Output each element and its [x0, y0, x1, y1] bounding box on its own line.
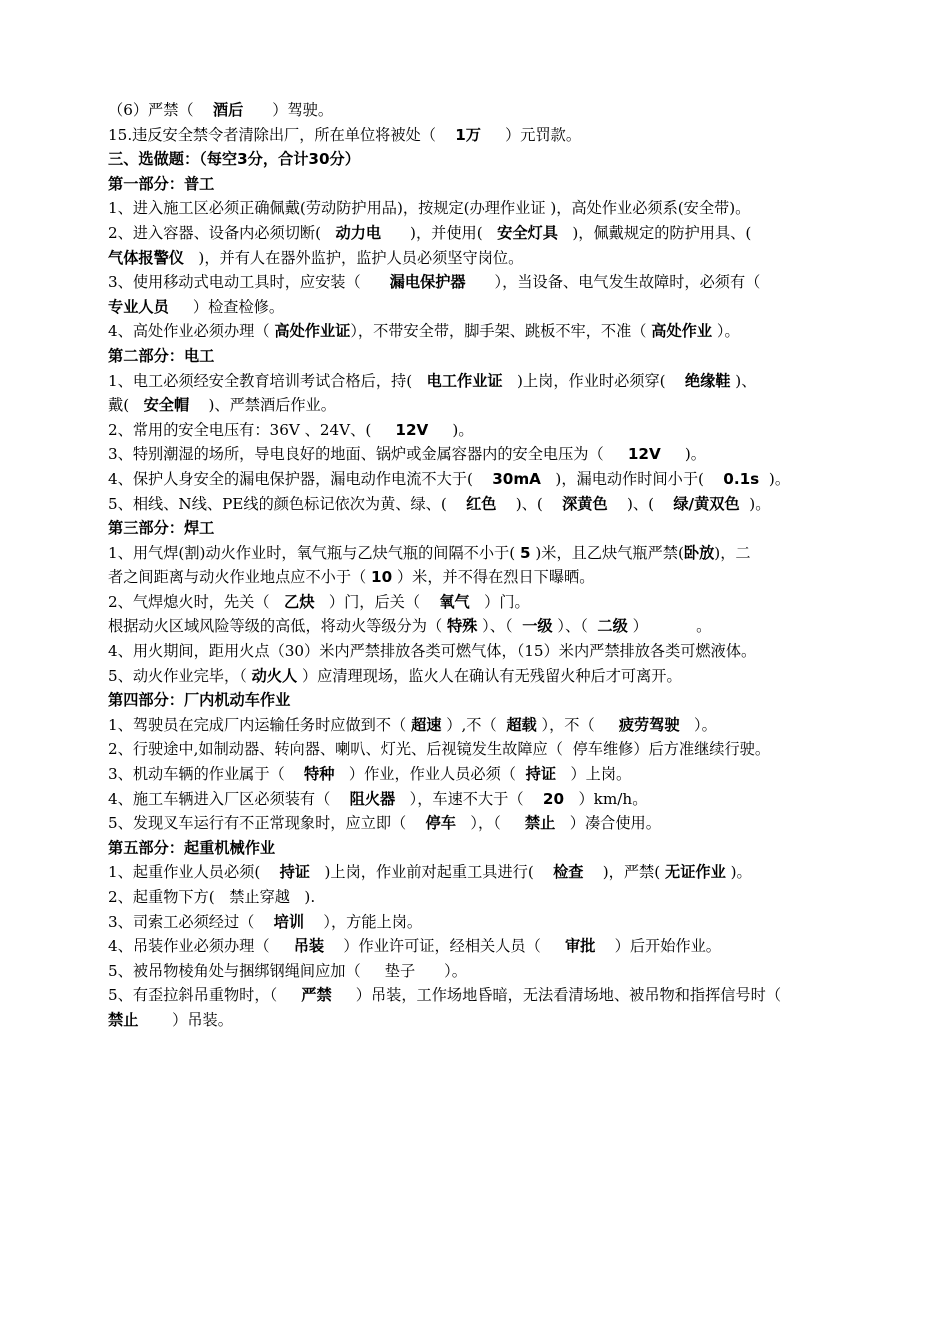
line-text: )米，且乙炔气瓶严禁(: [530, 543, 684, 562]
line-text: )，严禁(: [583, 863, 665, 882]
line-text: ）检查检修。: [168, 297, 285, 316]
answer-text: 12V: [627, 445, 661, 464]
text-line: [108, 959, 858, 984]
line-text: )。: [759, 469, 791, 488]
line-text: ）作业许可证，经相关人员（: [324, 937, 565, 956]
text-line: [108, 664, 858, 689]
text-line: [108, 418, 858, 443]
line-text: )、(: [496, 494, 563, 513]
line-text: ），方能上岗。: [304, 912, 423, 931]
answer-text: 深黄色: [562, 494, 608, 513]
line-text: ），车速不大于（: [395, 789, 543, 808]
line-text: ）后开始作业。: [595, 937, 721, 956]
line-text: 1、电工必须经安全教育培训考试合格后，持(: [108, 371, 427, 390]
answer-text: 10: [371, 568, 393, 587]
text-line: [108, 713, 858, 738]
text-line: [108, 319, 858, 344]
line-text: ）作业，作业人员必须（: [334, 765, 526, 784]
answer-text: 酒后: [212, 101, 244, 119]
section-heading: [108, 172, 858, 197]
line-text: )，漏电动作时间小于(: [540, 469, 724, 488]
answer-text: 严禁: [301, 986, 332, 1005]
text-line: [108, 1008, 858, 1033]
answer-text: 气体报警仪: [108, 248, 184, 267]
line-text: 4、用火期间，距用火点（30）米内严禁排放各类可燃气体，（15）米内严禁排放各类可燃液体。: [108, 642, 757, 661]
answer-text: 红色: [466, 494, 497, 513]
text-line: [108, 737, 858, 762]
line-text: )。: [660, 445, 706, 464]
answer-text: 12V: [395, 420, 429, 439]
line-text: 戴(: [108, 396, 144, 415]
text-line: [108, 541, 858, 566]
text-line: [108, 467, 858, 492]
line-text: 5、有歪拉斜吊重物时，（: [108, 986, 302, 1005]
line-text: 5、被吊物棱角处与捆绑钢绳间应加（ 垫子 ）。: [108, 961, 467, 980]
answer-text: 卧放: [683, 543, 715, 562]
line-text: ）凑合使用。: [555, 814, 661, 833]
answer-text: 氧气: [439, 592, 470, 611]
text-line: [108, 196, 858, 221]
section-heading: [108, 836, 858, 861]
line-text: )，佩戴规定的防护用具、(: [557, 223, 752, 242]
answer-text: 安全灯具: [497, 223, 558, 242]
line-text: ） 。: [627, 617, 712, 636]
line-text: 者之间距离与动火作业地点应不小于（: [108, 568, 372, 587]
text-line: [108, 811, 858, 836]
answer-text: 审批: [564, 937, 596, 956]
section-heading: [108, 147, 858, 172]
text-line: [108, 98, 858, 123]
answer-text: 停车: [425, 814, 456, 833]
line-text: 第一部分：普工: [108, 174, 215, 193]
answer-text: 高处作业: [651, 322, 713, 341]
text-line: [108, 123, 858, 148]
answer-text: 动火人: [251, 666, 298, 685]
answer-text: 检查: [553, 863, 584, 882]
line-text: 5、动火作业完毕，（: [108, 666, 252, 685]
line-text: )、: [730, 371, 757, 390]
text-line: [108, 369, 858, 394]
line-text: ），当设备、电气发生故障时，必须有（: [465, 273, 761, 292]
answer-text: 漏电保护器: [389, 273, 466, 292]
answer-text: 30mA: [492, 469, 541, 488]
answer-text: 动力电: [335, 223, 382, 242]
line-text: 3、司索工必须经过（: [108, 912, 274, 931]
line-text: ），不（: [536, 715, 619, 734]
text-line: [108, 639, 858, 664]
line-text: 第四部分：厂内机动车作业: [108, 691, 291, 710]
section-heading: [108, 516, 858, 541]
answer-text: 特殊: [446, 617, 478, 636]
text-line: [108, 565, 858, 590]
text-line: [108, 442, 858, 467]
answer-text: 1万: [455, 125, 481, 144]
line-text: )。: [428, 420, 474, 439]
answer-text: 专业人员: [108, 297, 169, 316]
answer-text: 培训: [273, 912, 305, 931]
line-text: 1、驾驶员在完成厂内运输任务时应做到不（: [108, 715, 412, 734]
line-text: 1、用气焊(割)动火作业时，氧气瓶与乙炔气瓶的间隔不小于(: [108, 543, 520, 562]
text-line: [108, 983, 858, 1008]
line-text: 3、机动车辆的作业属于（: [108, 765, 305, 784]
section-heading: [108, 344, 858, 369]
answer-text: 禁止: [524, 814, 556, 833]
line-text: 2、行驶途中,如制动器、转向器、喇叭、灯光、后视镜发生故障应（ 停车维修）后方准继续行驶。: [108, 740, 771, 759]
answer-text: 疲劳驾驶: [618, 715, 680, 734]
line-text: 4、高处作业必须办理（: [108, 322, 275, 341]
answer-text: 特种: [304, 765, 335, 784]
answer-text: 超载: [506, 715, 537, 734]
line-text: 1、进入施工区必须正确佩戴(劳动防护用品)，按规定(办理作业证 )，高处作业必须系(安全带)。: [108, 199, 751, 218]
line-text: 第二部分：电工: [108, 346, 215, 365]
line-text: ）驾驶。: [243, 101, 334, 119]
line-text: ）、（: [477, 617, 523, 636]
answer-text: 绿/黄双色: [673, 494, 740, 513]
answer-text: 一级: [522, 617, 553, 636]
text-line: [108, 885, 858, 910]
answer-text: 5: [519, 543, 531, 562]
line-text: ）。: [712, 322, 740, 341]
line-text: 2、进入容器、设备内必须切断(: [108, 223, 336, 242]
line-text: 2、常用的安全电压有：36V 、24V、(: [108, 420, 396, 439]
text-line: [108, 934, 858, 959]
line-text: )上岗，作业时必须穿(: [502, 371, 685, 390]
answer-text: 乙炔: [284, 592, 315, 611]
line-text: )、严禁酒后作业。: [189, 396, 336, 415]
line-text: )，并有人在器外监护，监护人员必须坚守岗位。: [183, 248, 524, 267]
line-text: 根据动火区域风险等级的高低，将动火等级分为（: [108, 617, 447, 636]
line-text: 5、相线、N线、PE线的颜色标记依次为黄、绿、(: [108, 494, 467, 513]
line-text: ）上岗。: [556, 765, 632, 784]
text-line: [108, 393, 858, 418]
line-text: 15.违反安全禁令者清除出厂，所在单位将被处（: [108, 125, 456, 144]
line-text: ）门。: [469, 592, 530, 611]
line-text: ）元罚款。: [480, 125, 582, 144]
line-text: 3、使用移动式电动工具时，应安装（: [108, 273, 390, 292]
line-text: 第三部分：焊工: [108, 519, 215, 538]
line-text: 3、特别潮湿的场所，导电良好的地面、锅炉或金属容器内的安全电压为（: [108, 445, 628, 464]
text-line: [108, 590, 858, 615]
line-text: )，二: [714, 543, 751, 562]
answer-text: 阻火器: [349, 789, 396, 808]
line-text: ），（: [455, 814, 525, 833]
line-text: ）应清理现场，监火人在确认有无残留火种后才可离开。: [297, 666, 682, 685]
line-text: ）km/h。: [564, 789, 648, 808]
line-text: )、(: [607, 494, 674, 513]
text-line: [108, 270, 858, 295]
line-text: 4、保护人身安全的漏电保护器，漏电动作电流不大于(: [108, 469, 493, 488]
answer-text: 绝缘鞋: [684, 371, 731, 390]
answer-text: 高处作业证: [274, 322, 351, 341]
line-text: ）、（: [552, 617, 598, 636]
line-text: )。: [739, 494, 771, 513]
line-text: 三、选做题：（每空3分，合计30分）: [108, 150, 360, 169]
line-text: )。: [725, 863, 752, 882]
answer-text: 0.1s: [723, 469, 760, 488]
answer-text: 超速: [411, 715, 442, 734]
line-text: ），不带安全带，脚手架、跳板不牢，不准（: [350, 322, 652, 341]
line-text: ）吊装。: [138, 1010, 233, 1029]
line-text: ）。: [679, 715, 717, 734]
text-line: [108, 492, 858, 517]
line-text: ）吊装，工作场地昏暗，无法看清场地、被吊物和指挥信号时（: [331, 986, 782, 1005]
answer-text: 吊装: [293, 937, 325, 956]
text-line: [108, 246, 858, 271]
answer-text: 二级: [597, 617, 628, 636]
text-line: [108, 295, 858, 320]
line-text: 2、起重物下方( 禁止穿越 ).: [108, 888, 316, 906]
line-text: ）米，并不得在烈日下曝晒。: [392, 568, 595, 587]
answer-text: 禁止: [108, 1010, 139, 1029]
text-line: [108, 787, 858, 812]
line-text: 第五部分：起重机械作业: [108, 838, 276, 857]
line-text: ）,不（: [441, 715, 507, 734]
line-text: 5、发现叉车运行有不正常现象时，应立即（: [108, 814, 426, 833]
text-line: [108, 762, 858, 787]
text-line: [108, 221, 858, 246]
text-line: [108, 614, 858, 639]
line-text: 4、吊装作业必须办理（: [108, 937, 294, 956]
answer-text: 无证作业: [665, 863, 726, 882]
line-text: 1、起重作业人员必须(: [108, 863, 280, 882]
answer-text: 电工作业证: [426, 371, 503, 390]
line-text: 4、施工车辆进入厂区必须装有（: [108, 789, 350, 808]
answer-text: 安全帽: [143, 396, 190, 415]
line-text: )，并使用(: [381, 223, 498, 242]
answer-text: 持证: [279, 863, 310, 882]
line-text: （6）严禁（: [108, 101, 213, 119]
text-line: [108, 910, 858, 935]
text-line: [108, 860, 858, 885]
section-heading: [108, 688, 858, 713]
line-text: ）门，后关（: [314, 592, 440, 611]
line-text: 2、气焊熄火时，先关（: [108, 592, 285, 611]
answer-text: 持证: [525, 765, 556, 784]
line-text: )上岗，作业前对起重工具进行(: [309, 863, 554, 882]
answer-text: 20: [542, 789, 565, 808]
